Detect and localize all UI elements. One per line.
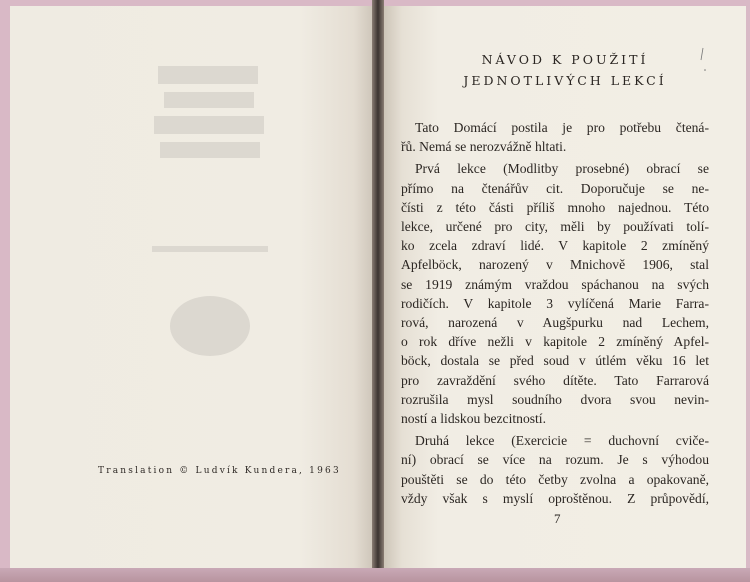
chapter-title-line1: NÁVOD K POUŽITÍ — [481, 52, 649, 67]
text-line: se 1919 známým vraždou spáchanou na svých — [401, 276, 709, 292]
text-line: vždy však s myslí oproštěnou. Z průpovědí, — [401, 490, 709, 506]
text-line: ko zcela zdraví lidé. V kapitole 2 zmíněný — [401, 238, 709, 254]
translation-credit: Translation © Ludvík Kundera, 1963 — [98, 466, 341, 476]
text-line: o rok dříve nežli v kapitole 2 zmíněný Apfel- — [401, 334, 709, 350]
text-line: ností a lidskou bezcitností. — [401, 411, 546, 427]
text-line: böck, dostala se před soud v útlém věku 16 let — [401, 353, 709, 369]
show-through-title-ghost — [150, 66, 270, 386]
book-gutter — [372, 0, 384, 582]
left-page — [10, 6, 372, 568]
right-page — [384, 6, 746, 568]
text-line: rozrušila mysl soudního dvora svou nevin- — [401, 391, 709, 407]
book-cover-edge — [0, 568, 750, 582]
page-number: 7 — [554, 511, 561, 526]
text-line: pouštěti se do této četby zvolna a opakovaně, — [401, 471, 709, 487]
text-line: Druhá lekce (Exercicie = duchovní cviče- — [415, 433, 709, 449]
body-text — [401, 118, 709, 508]
text-line: přímo na čtenářův cit. Doporučuje se ne- — [401, 180, 709, 196]
text-line: rová, narozená v Augšpurku nad Lechem, — [401, 315, 709, 331]
text-line: Prvá lekce (Modlitby prosebné) obrací se — [415, 161, 709, 177]
text-line: čísti z této části příliš mnoho najednou. Této — [401, 199, 709, 215]
text-line: Tato Domácí postila je pro potřebu čtená- — [415, 120, 709, 135]
text-line: Apfelböck, narozený v Mnichově 1906, stal — [401, 257, 709, 273]
text-line: ní) obrací se více na rozum. Je s výhodou — [401, 452, 709, 468]
text-line: rodičích. V kapitole 3 vylíčená Marie Farra- — [401, 295, 709, 311]
chapter-title-line2: JEDNOTLIVÝCH LEKCÍ — [463, 73, 667, 88]
text-line: řů. Nemá se nerozvážně hltati. — [401, 139, 567, 155]
text-line: pro zavraždění svého dítěte. Tato Farrarová — [401, 372, 709, 388]
text-line: lekce, určené pro city, měli by používati tolí- — [401, 219, 709, 235]
